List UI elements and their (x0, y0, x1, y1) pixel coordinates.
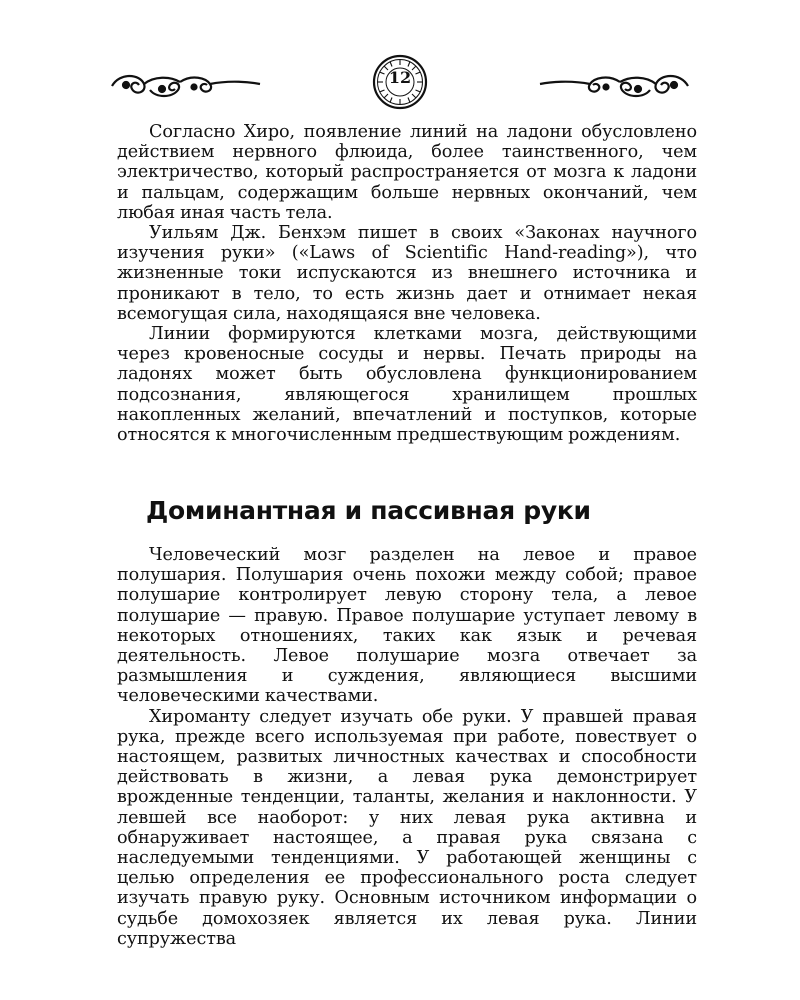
page-header (110, 54, 690, 110)
section-heading: Доминантная и пассивная руки (146, 496, 591, 525)
left-scroll-ornament-icon (112, 76, 260, 96)
page-number: 12 (388, 68, 412, 87)
paragraph: Согласно Хиро, появление линий на ладони обусловлено действием нервного флюида, более таинственного, чем электричество, который распространяется от мозга к ладони и пальцам, содержащим больше нервных окончаний, чем любая иная часть тела. (117, 122, 697, 223)
paragraph: Хироманту следует изучать обе руки. У правшей правая рука, прежде всего используемая при работе, повествует о настоящем, развитых личностных качествах и способности действовать в жизни, а левая рука демонстрирует врожденные тенденции, таланты, желания и наклонности. У левшей все наоборот: у них левая рука активна и обнаруживает настоящее, а правая рука связана с наследуемыми тенденциями. У работающей женщины с целью определения ее профессионального роста следует изучать правую руку. Основным источником информации о судьбе домохозяек является их левая рука. Линии супружества (117, 706, 697, 949)
paragraph: Линии формируются клетками мозга, действующими через кровеносные сосуды и нервы. Печать природы на ладонях может быть обусловлена функционированием подсознания, являющегося хранилищем прошлых накопленных желаний, впечатлений и поступков, которые относятся к многочисленным предшествующим рождениям. (117, 324, 697, 446)
paragraph: Уильям Дж. Бенхэм пишет в своих «Законах научного изучения руки» («Laws of Scientific Hand-reading»), что жизненные токи испускаются из внешнего источника и проникают в тело, то есть жизнь дает и отнимает некая всемогущая сила, находящаяся вне человека. (117, 223, 697, 324)
right-scroll-ornament-icon (540, 76, 688, 96)
section-2-body (117, 545, 697, 949)
section-1-body (117, 122, 697, 445)
paragraph: Человеческий мозг разделен на левое и правое полушария. Полушария очень похожи между собой; правое полушарие контролирует левую сторону тела, а левое полушарие — правую. Правое полушарие уступает левому в некоторых отношениях, таких как язык и речевая деятельность. Левое полушарие мозга отвечает за размышления и суждения, являющиеся высшими человеческими качествами. (117, 545, 697, 707)
